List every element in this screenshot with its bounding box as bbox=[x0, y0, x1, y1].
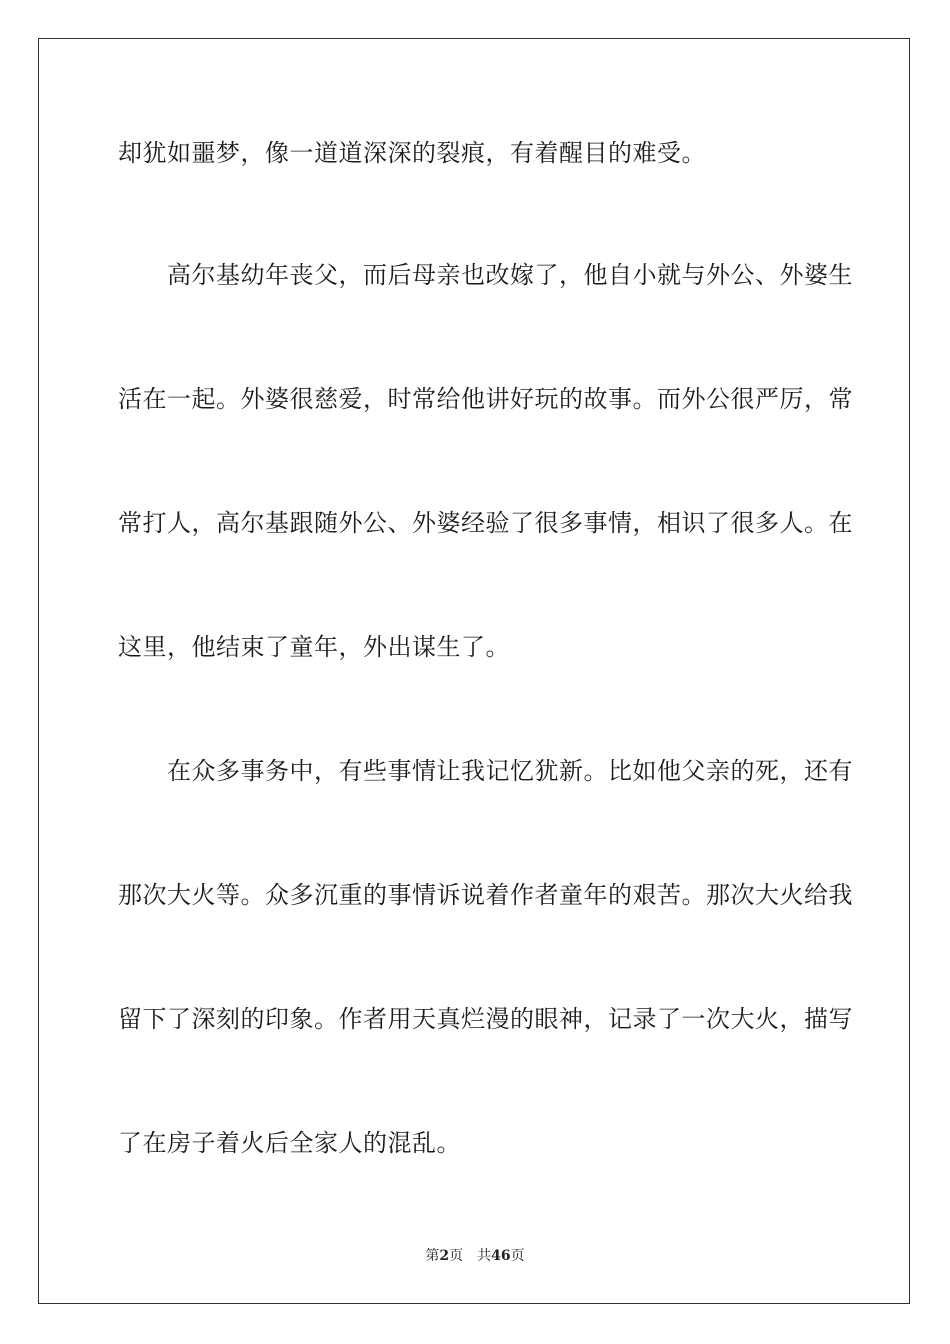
total-prefix: 共 bbox=[477, 1248, 492, 1264]
page-frame bbox=[38, 38, 910, 1304]
text-line: 常打人，高尔基跟随外公、外婆经验了很多事情，相识了很多人。在 bbox=[118, 509, 853, 537]
text-line: 却犹如噩梦，像一道道深深的裂痕，有着醒目的难受。 bbox=[118, 139, 706, 167]
text-line: 高尔基幼年丧父，而后母亲也改嫁了，他自小就与外公、外婆生 bbox=[118, 261, 853, 289]
text-line: 在众多事务中，有些事情让我记忆犹新。比如他父亲的死，还有 bbox=[118, 757, 853, 785]
text-line: 了在房子着火后全家人的混乱。 bbox=[118, 1129, 461, 1157]
page-suffix: 页 bbox=[449, 1248, 464, 1264]
text-line: 那次大火等。众多沉重的事情诉说着作者童年的艰苦。那次大火给我 bbox=[118, 881, 853, 909]
total-pages: 46 bbox=[491, 1248, 511, 1264]
text-line: 活在一起。外婆很慈爱，时常给他讲好玩的故事。而外公很严厉，常 bbox=[118, 385, 853, 413]
page-footer bbox=[0, 1247, 950, 1265]
text-line: 这里，他结束了童年，外出谋生了。 bbox=[118, 633, 510, 661]
text-line: 留下了深刻的印象。作者用天真烂漫的眼神，记录了一次大火，描写 bbox=[118, 1005, 853, 1033]
page-prefix: 第 bbox=[425, 1248, 440, 1264]
page-number: 2 bbox=[439, 1248, 450, 1264]
total-suffix: 页 bbox=[510, 1248, 525, 1264]
